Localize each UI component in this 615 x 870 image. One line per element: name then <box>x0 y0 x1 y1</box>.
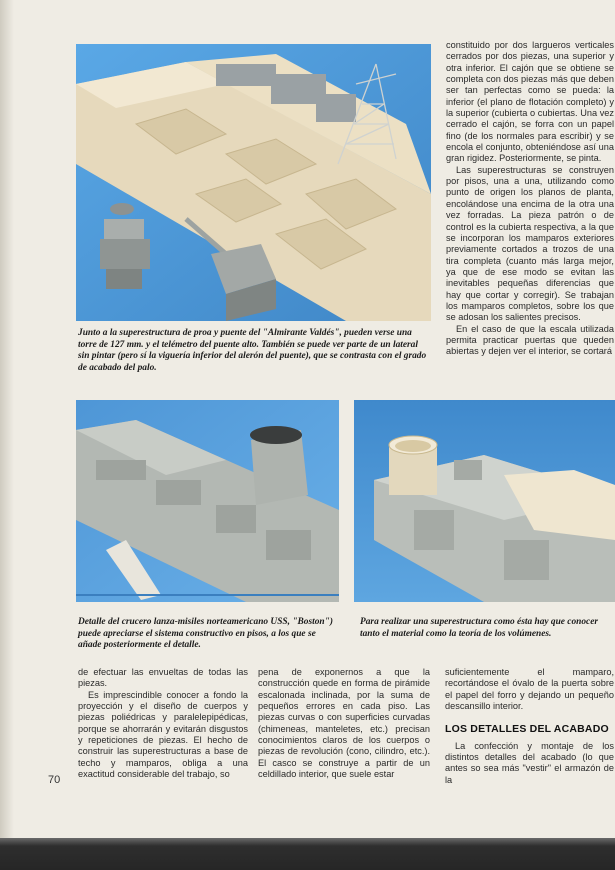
funnel-superstructure-photo <box>354 400 615 602</box>
cruiser-detail-photo <box>76 400 339 602</box>
right-column-text <box>446 40 614 358</box>
page-binding-shadow <box>0 0 14 838</box>
bottom-column-2 <box>258 667 430 780</box>
section-heading-detalles: LOS DETALLES DEL ACABADO <box>445 723 609 736</box>
col2-paragraph: pena de exponernos a que la construcción quede en forma de pirámide escalonada inclinada, por la suma de pequeños errores en cada piso. Las piezas curvas o con superficies curvadas (chimeneas, manteletes, etc.) precisan conocimientos claros de los cuerpos o piezas de revolución (cono, cilindro, etc.). El casco se construye a partir de un celdillado interior, que suele estar <box>258 667 430 780</box>
superstructure-photo <box>76 44 431 321</box>
col3-paragraph-1: suficientemente el mamparo, recortándose el óvalo de la puerta sobre el papel del forro y dejando un pequeño descansillo interior. <box>445 667 614 712</box>
caption-middle-left: Detalle del crucero lanza-misiles norteamericano USS, "Boston") puede apreciarse el sistema constructivo en pisos, a los que se añade posteriormente el detalle. <box>78 617 333 651</box>
scan-bottom-edge <box>0 838 615 870</box>
page-number: 70 <box>48 774 61 786</box>
caption-top: Junto a la superestructura de proa y puente del "Almirante Valdés", pueden verse una torre de 127 mm. y el telémetro del puente alto. También se puede ver parte de un lateral sin pintar (pero sí la viguería inferior del alerón del puente), que se contrasta con el grado de acabado del palo. <box>78 328 427 373</box>
right-paragraph-2: Las superestructuras se construyen por pisos, una a una, utilizando como punto de origen los planos de planta, encolándose una encima de la otra una vez forradas. La pieza patrón o de control es la cubierta respectiva, a la que se incorporan los mamparos exteriores previamente cortados a trozos de una tira completa (cuanto más larga mejor, ya que de ese modo se evitan las inevitables pequeñas diferencias que hay que cortar y corregir). Se trabajan los mamparos completos, sobre los que se adosan los salientes precisos. <box>446 164 614 323</box>
col1-paragraph-2: Es imprescindible conocer a fondo la proyección y el diseño de cuerpos y piezas poliédricas y paralelepipédicas, porque se ahorrarán y evitarán disgustos y repeticiones de piezas. El hecho de construir las superestructuras a base de techo y mamparos, obliga a una exactitud considerable del trabajo, so <box>78 689 248 780</box>
caption-middle-right: Para realizar una superestructura como ésta hay que conocer tanto el material como la teoría de los volúmenes. <box>360 617 599 639</box>
col1-paragraph-1: de efectuar las envueltas de todas las piezas. <box>78 667 248 689</box>
right-paragraph-1: constituido por dos largueros verticales cerrados por dos piezas, una superior y otra inferior. El cajón que se obtiene se completa con dos piezas más que deben ser tan perfectas como se pueda: la inferior (el plano de flotación completo) y la superior (cubierta o cubiertas. Una vez cerrado el cajón, se forra con un papel fino (de los normales para escribir) y se encola el conjunto, obteniéndose así una gran rigidez. Posteriormente, se pinta. <box>446 40 614 164</box>
right-paragraph-3: En el caso de que la escala utilizada permita practicar puertas que queden abiertas y dejen ver el interior, se cortará <box>446 323 614 357</box>
bottom-column-3 <box>445 667 614 786</box>
col3-paragraph-2: La confección y montaje de los distintos detalles del acabado (lo que antes so sea más "vestir" el armazón de la <box>445 740 614 785</box>
bottom-column-1 <box>78 667 248 780</box>
